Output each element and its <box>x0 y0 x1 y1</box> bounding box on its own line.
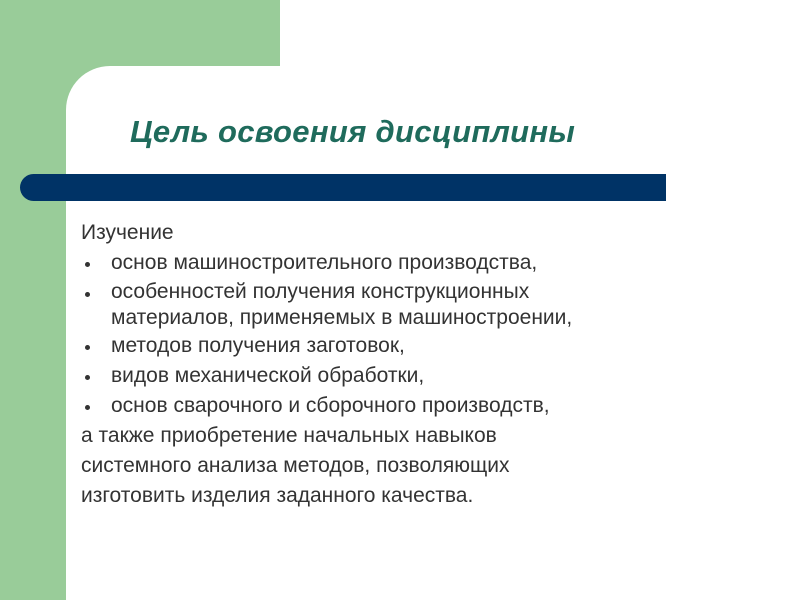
intro-text: Изучение <box>81 221 174 244</box>
list-item <box>81 361 751 391</box>
closing-text-line: а также приобретение начальных навыков <box>81 424 497 447</box>
slide-title: Цель освоения дисциплины <box>130 114 576 149</box>
bullet-dot-icon <box>85 262 90 267</box>
list-item-text-line: материалов, применяемых в машиностроении, <box>111 306 573 329</box>
list-item-text: основ машиностроительного производства, <box>111 251 538 274</box>
list-item-text-line: особенностей получения конструкционных <box>111 280 530 303</box>
closing-text-line: изготовить изделия заданного качества. <box>81 484 474 507</box>
bullet-dot-icon <box>85 405 90 410</box>
topics-list <box>81 248 781 421</box>
list-item <box>81 248 751 278</box>
title-underline-bar <box>20 174 666 201</box>
list-item-text: основ сварочного и сборочного производств, <box>111 394 550 417</box>
closing-text-line: системного анализа методов, позволяющих <box>81 454 510 477</box>
bullet-dot-icon <box>85 292 90 297</box>
bullet-dot-icon <box>85 375 90 380</box>
bullet-dot-icon <box>85 345 90 350</box>
list-item-text <box>111 278 751 331</box>
list-item-text: видов механической обработки, <box>111 364 425 387</box>
list-item-text: методов получения заготовок, <box>111 334 405 357</box>
slide-body <box>81 218 781 511</box>
list-item <box>81 278 751 331</box>
list-item <box>81 331 751 361</box>
list-item <box>81 391 751 421</box>
